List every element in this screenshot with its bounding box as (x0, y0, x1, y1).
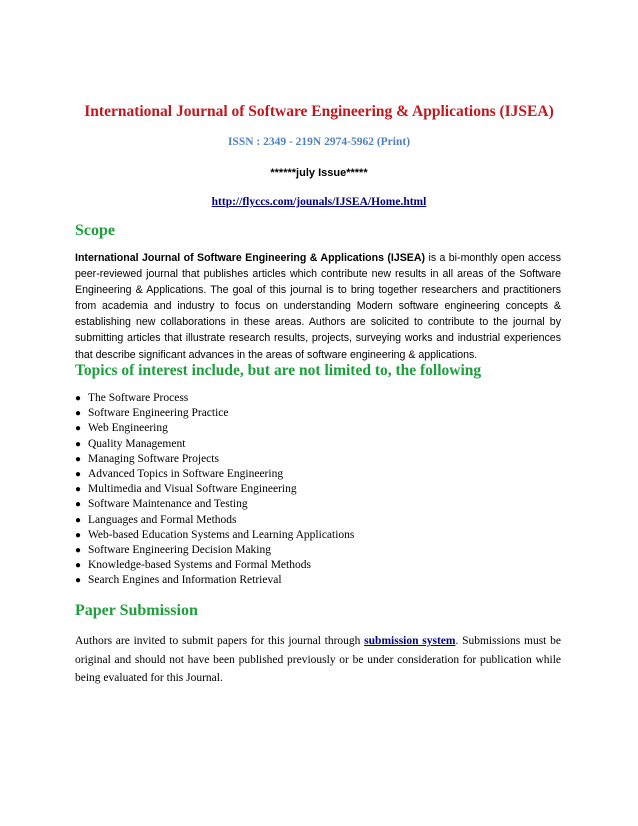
bullet-icon: ● (75, 393, 82, 404)
bullet-icon: ● (75, 423, 82, 435)
paper-submission-paragraph: Authors are invited to submit papers for this journal through submission system. Submissions must be original and should not have been published previously or be under consideration for publication while being evaluated for this Journal. (75, 635, 561, 684)
topics-heading: Topics of interest include, but are not limited to, the following (75, 362, 482, 379)
paper-submission-heading: Paper Submission (75, 602, 198, 619)
issn-line: ISSN : 2349 - 219N 2974-5962 (Print) (227, 136, 411, 148)
list-item: ● Search Engines and Information Retrieval (75, 573, 561, 588)
list-item: ● Managing Software Projects (75, 452, 561, 467)
bullet-icon: ● (75, 453, 82, 465)
scope-paragraph (75, 250, 561, 363)
journal-url-link[interactable]: http://flyccs.com/jounals/IJSEA/Home.html (211, 196, 427, 208)
bullet-icon: ● (75, 469, 82, 481)
list-item: ● Software Maintenance and Testing (75, 497, 561, 512)
list-item: ● Web-based Education Systems and Learning Applications (75, 528, 561, 543)
bullet-icon: ● (75, 575, 82, 587)
submission-system-link[interactable]: submission system (364, 635, 456, 647)
list-item: ● Knowledge-based Systems and Formal Methods (75, 558, 561, 573)
scope-journal-name: International Journal of Software Engineering & Applications (IJSEA) (75, 252, 426, 264)
list-item: ● Software Engineering Practice (75, 406, 561, 421)
bullet-icon: ● (75, 545, 82, 557)
bullet-icon: ● (75, 560, 82, 572)
scope-heading: Scope (75, 222, 115, 239)
scope-body: is a bi-monthly open access peer-reviewed journal that publishes articles which contribute new results in all areas of the Software Engineering & Applications. The goal of this journal is to bring together researchers and practitioners from academia and industry to focus on understanding Modern software engineering concepts & establishing new collaborations in these areas. Authors are solicited to contribute to the journal by submitting articles that illustrate research results, projects, surveying works and industrial experiences that describe significant advances in the areas of software engineering & applications. (75, 252, 561, 361)
topics-list (75, 391, 561, 589)
journal-title: International Journal of Software Engineering & Applications (IJSEA) (84, 103, 554, 120)
list-item: ● Quality Management (75, 437, 561, 452)
list-item: ● Advanced Topics in Software Engineering (75, 467, 561, 482)
issue-line: ******july Issue***** (270, 167, 368, 179)
bullet-icon: ● (75, 408, 82, 420)
bullet-icon: ● (75, 484, 82, 496)
url-line (0, 196, 638, 208)
bullet-icon: ● (75, 529, 82, 541)
bullet-icon: ● (75, 499, 82, 511)
list-item: ● Web Engineering (75, 421, 561, 436)
list-item: ● The Software Process (75, 391, 561, 406)
list-item: ● Software Engineering Decision Making (75, 543, 561, 558)
bullet-icon: ● (75, 438, 82, 450)
bullet-icon: ● (75, 514, 82, 526)
list-item: ● Languages and Formal Methods (75, 513, 561, 528)
list-item: ● Multimedia and Visual Software Engineering (75, 482, 561, 497)
